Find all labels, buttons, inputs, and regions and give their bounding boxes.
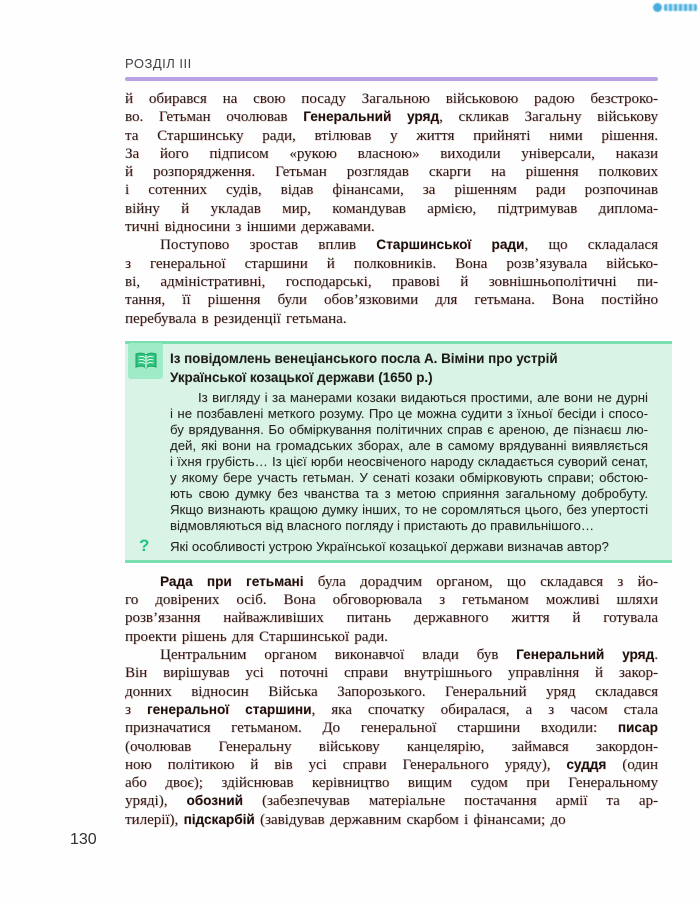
text-line: з генеральної старшини, яка спочатку обиралася, а з часом стала bbox=[125, 701, 658, 718]
text-line: го довірених осіб. Вона обговорювала з гетьманом можливі шляхи bbox=[125, 592, 658, 609]
paragraph-heneralnyi-uriad bbox=[125, 646, 658, 829]
text-line: призначатися гетьманом. До генеральної старшини входили: писар bbox=[125, 720, 658, 737]
text-line: во. Гетьман очолював Генеральний уряд, скликав Загальну військову bbox=[125, 109, 658, 126]
source-quote-text bbox=[170, 390, 648, 534]
open-book-icon bbox=[128, 343, 163, 379]
text-line: За його підписом «рукою власною» виходили універсали, накази bbox=[125, 145, 658, 162]
bold-term: Генеральний уряд bbox=[303, 109, 440, 125]
text-line: відмовляються від власного погляду і пристають до правильнішого… bbox=[170, 517, 595, 533]
text-line: або двоє); здійснював керівництво вищим судом при Генеральному bbox=[125, 775, 658, 792]
watermark-text-blur bbox=[664, 4, 697, 11]
question-mark-icon: ? bbox=[139, 535, 150, 555]
text-line: тання, її рішення були обов’язковими для гетьмана. Вона постійно bbox=[125, 292, 658, 309]
text-line: Української козацької держави (1650 р.) bbox=[170, 369, 433, 385]
bold-term: Рада при гетьмані bbox=[160, 573, 304, 589]
paragraph-rada-pry-hetmani bbox=[125, 573, 658, 646]
text-line: і не позбавлені меткого розуму. Про це можна судити з їхньої бесіди і спосо- bbox=[170, 405, 648, 421]
text-line: перебувала в резиденції гетьмана. bbox=[125, 310, 347, 327]
text-line: та Старшинську ради, втілював у життя прийняті ними рішення. bbox=[125, 127, 658, 144]
text-line: бу врядування. Бо обміркування політичних справ є ареною, де пізнаєш лю- bbox=[170, 421, 648, 437]
text-line: й розпорядження. Гетьман розглядав скарги на рішення полкових bbox=[125, 164, 658, 181]
text-line: Він вирішував усі поточні справи внутрішнього управління й закор- bbox=[125, 665, 658, 682]
chapter-label: РОЗДІЛ III bbox=[125, 56, 192, 71]
source-title bbox=[170, 349, 648, 387]
bold-term: підскарбій bbox=[183, 811, 255, 827]
site-watermark-logo bbox=[653, 3, 697, 12]
text-line: і їхня грубість… Із цієї юрби неосвіченого народу складається суворий сенат, bbox=[170, 453, 648, 469]
text-line: донних відносин Війська Запорозького. Генеральний уряд складався bbox=[125, 683, 658, 700]
text-line: Із вигляду і за манерами козаки видаються простими, але вони не дурні bbox=[198, 389, 648, 405]
text-line: уряді), обозний (забезпечував матеріальне постачання армії та ар- bbox=[125, 793, 658, 810]
paragraph-hetman-powers bbox=[125, 90, 658, 236]
text-line: з генеральної старшини й полковників. Вона розв’язувала військо- bbox=[125, 255, 658, 272]
text-line: Центральним органом виконавчої влади був Генеральний уряд. bbox=[160, 647, 658, 664]
bold-term: суддя bbox=[566, 756, 607, 772]
page-number: 130 bbox=[70, 831, 97, 848]
header-rule bbox=[125, 77, 658, 81]
text-line: Із повідомлень венеціанського посла А. Віміни про устрій bbox=[170, 350, 558, 366]
bold-term: Старшинської ради bbox=[376, 237, 525, 253]
text-line: (очолював Генеральну військову канцелярію, займався закордон- bbox=[125, 738, 658, 755]
text-line: війну й укладав мир, командував армією, підтримував диплома- bbox=[125, 200, 658, 217]
text-line: ють свою думку без чванства та з метою сприяння загальному добробуту. bbox=[170, 485, 648, 501]
text-line: дей, які вони на громадських зборах, але в самому врядуванні виявляється bbox=[170, 437, 648, 453]
text-line: і сотенних судів, відав фінансами, за рішенням ради розпочинав bbox=[125, 182, 658, 199]
text-line: Якщо визнають кращою думку інших, то не соромляться цього, без упертості bbox=[170, 501, 648, 517]
text-line: тилерії), підскарбій (завідував державним скарбом і фінансами; до bbox=[125, 811, 566, 828]
bold-term: генеральної старшини bbox=[146, 701, 312, 717]
text-column bbox=[125, 90, 658, 829]
bold-term: писар bbox=[617, 720, 658, 736]
text-line: ві, адміністративні, господарські, правові й зовнішньополітичні пи- bbox=[125, 273, 658, 290]
text-line: проекти рішень для Старшинської ради. bbox=[125, 628, 388, 645]
bold-term: обозний bbox=[186, 793, 243, 809]
text-line: тичні відносини з іншими державами. bbox=[125, 219, 375, 236]
text-line: розв’язання найважливіших питань державного життя й готувала bbox=[125, 610, 658, 627]
text-line: Поступово зростав вплив Старшинської ради, що складалася bbox=[160, 237, 659, 254]
text-line: ною політикою й вів усі справи Генерального уряду), суддя (один bbox=[125, 756, 658, 773]
text-line: й обирався на свою посаду Загальною військовою радою безстроко- bbox=[125, 91, 658, 107]
source-question-text: Які особливості устрою Української козацької держави визначав автор? bbox=[170, 538, 609, 554]
text-line: Рада при гетьмані була дорадчим органом, що складався з йо- bbox=[160, 573, 658, 590]
source-box bbox=[125, 341, 672, 563]
watermark-circle-icon bbox=[653, 3, 662, 12]
bold-term: Генеральний уряд bbox=[516, 647, 655, 663]
paragraph-starshyna-rada bbox=[125, 236, 658, 327]
text-line: у якому бере участь гетьман. У сенаті козаки обмірковують справи; обстою- bbox=[170, 469, 648, 485]
source-question-row bbox=[139, 535, 648, 555]
page-header bbox=[125, 56, 658, 81]
